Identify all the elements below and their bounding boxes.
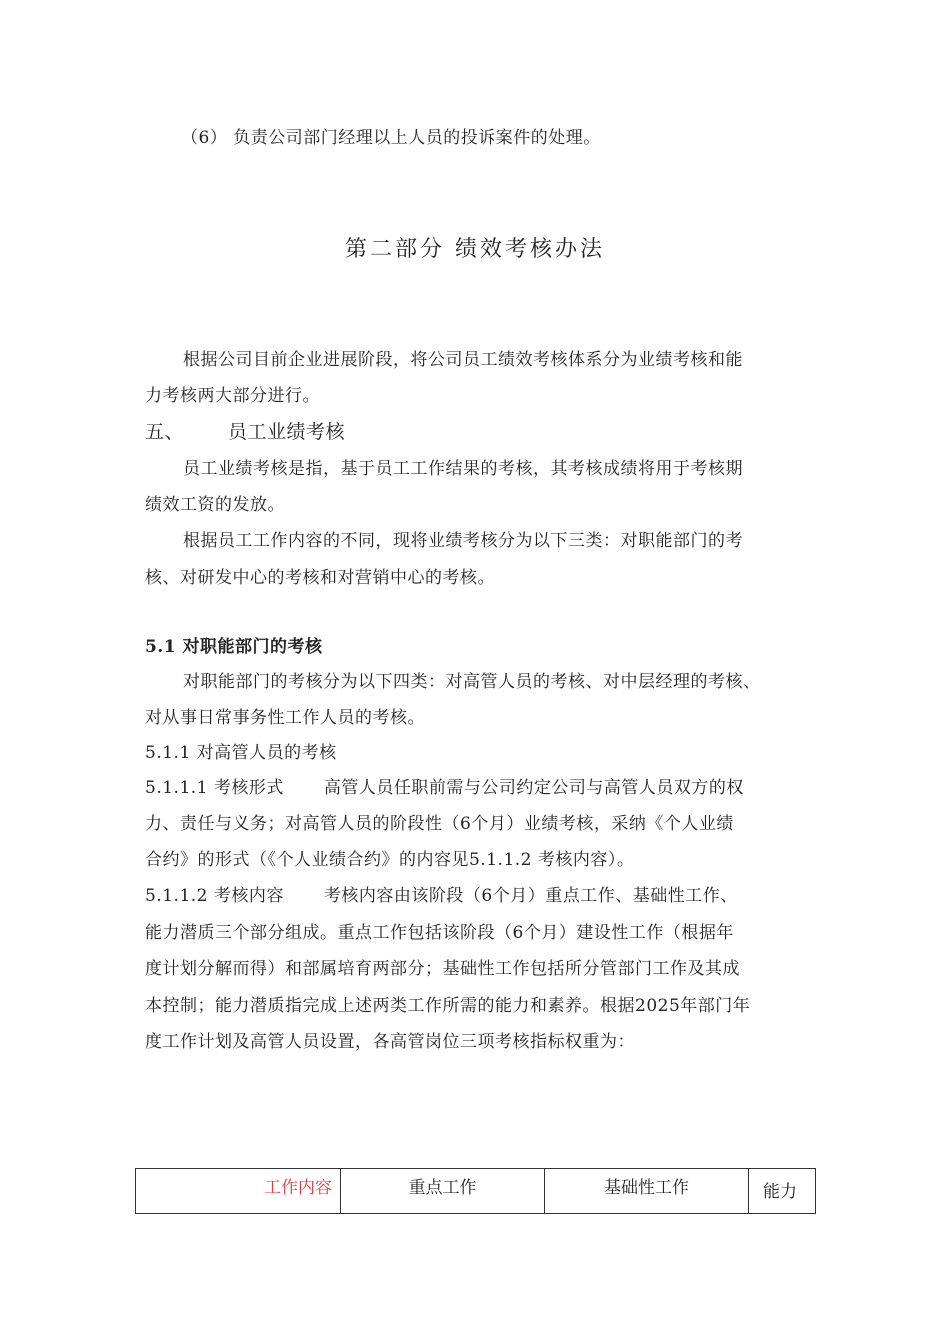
- part-title: 第二部分 绩效考核办法: [345, 237, 605, 262]
- section-5-1-1-1-line-3: 合约》的形式（《个人业绩合约》的内容见5.1.1.2 考核内容）。: [145, 850, 635, 870]
- section-5-1-1-2-line-2: 能力潜质三个部分组成。重点工作包括该阶段（6个月）建设性工作（根据年: [145, 923, 734, 943]
- intro-line-1: 根据公司目前企业进展阶段，将公司员工绩效考核体系分为业绩考核和能: [183, 350, 743, 370]
- section-5-1-1-1-line-2: 力、责任与义务；对高管人员的阶段性（6个月）业绩考核，采纳《个人业绩: [145, 814, 734, 834]
- section-5-p2-line-2: 核、对研发中心的考核和对营销中心的考核。: [145, 568, 495, 588]
- section-5-heading: [145, 420, 345, 444]
- section-5-1-1-2-line-4: 本控制；能力潜质指完成上述两类工作所需的能力和素养。根据2025年部门年: [145, 996, 751, 1016]
- section-5-p1-line-1: 员工业绩考核是指，基于员工工作结果的考核，其考核成绩将用于考核期: [183, 459, 743, 479]
- table-header-row: [136, 1169, 816, 1214]
- section-5-p2-line-1: 根据员工工作内容的不同，现将业绩考核分为以下三类：对职能部门的考: [183, 531, 743, 551]
- table-header-work-content: 工作内容: [136, 1169, 341, 1214]
- table-header-key-work: 重点工作: [341, 1169, 545, 1214]
- section-5-1-line-2: 对从事日常事务性工作人员的考核。: [145, 708, 425, 728]
- section-5-1-1-2-line-3: 度计划分解而得）和部属培育两部分；基础性工作包括所分管部门工作及其成: [145, 959, 740, 979]
- section-5-1-1-heading: 5.1.1 对高管人员的考核: [145, 743, 337, 763]
- section-5-1-1-1-line-1: [145, 776, 744, 800]
- section-5-1-1-2-line-5: 度工作计划及高管人员设置，各高管岗位三项考核指标权重为：: [145, 1032, 635, 1052]
- section-5-number: 五、: [145, 421, 185, 443]
- section-5-title: 员工业绩考核: [228, 421, 346, 443]
- section-5-1-line-1: 对职能部门的考核分为以下四类：对高管人员的考核、对中层经理的考核、: [183, 672, 761, 692]
- list-item-6: （6） 负责公司部门经理以上人员的投诉案件的处理。: [181, 128, 601, 148]
- section-5-1-1-2-line-1: [145, 884, 738, 908]
- table-header-ability: 能力: [749, 1169, 816, 1214]
- intro-line-2: 力考核两大部分进行。: [145, 386, 320, 406]
- content-text: 考核内容由该阶段（6个月）重点工作、基础性工作、: [323, 886, 738, 906]
- content-label: 5.1.1.2 考核内容: [145, 886, 284, 906]
- form-label: 5.1.1.1 考核形式: [145, 778, 284, 798]
- section-5-p1-line-2: 绩效工资的发放。: [145, 495, 285, 515]
- section-5-1-heading: 5.1 对职能部门的考核: [145, 637, 323, 657]
- weights-table: [135, 1168, 816, 1214]
- form-text: 高管人员任职前需与公司约定公司与高管人员双方的权: [323, 778, 744, 798]
- table-header-basic-work: 基础性工作: [545, 1169, 749, 1214]
